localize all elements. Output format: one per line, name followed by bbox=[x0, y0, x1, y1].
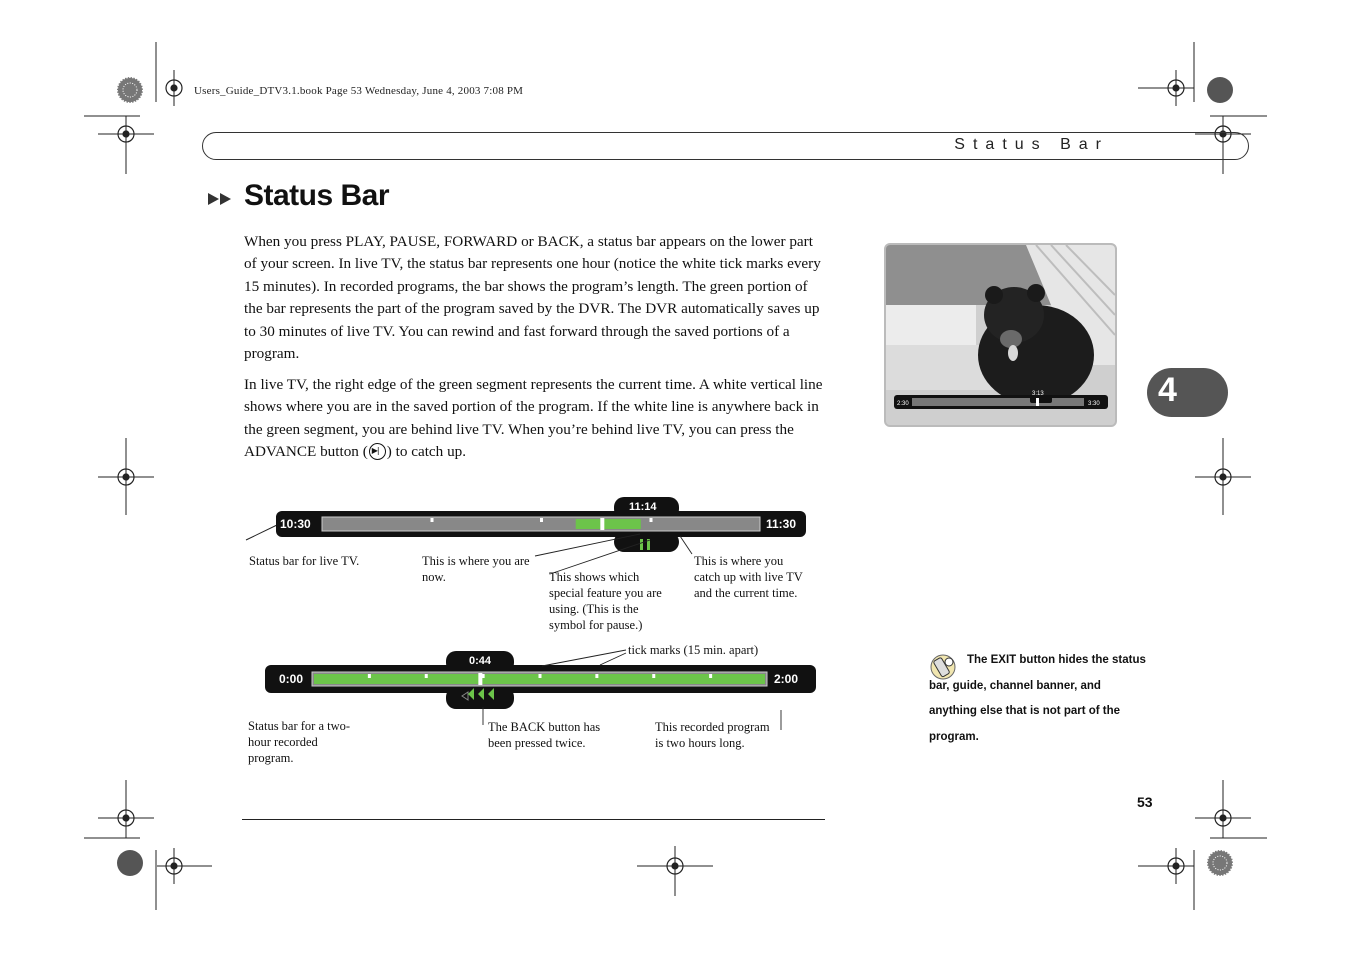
caption-catch-up: This is where you catch up with live TV and the current time. bbox=[694, 554, 803, 600]
fast-forward-icon bbox=[208, 192, 234, 206]
paragraph-live-tv-after: ) to catch up. bbox=[386, 443, 467, 461]
tip-note bbox=[929, 648, 1149, 750]
live-saved-segment bbox=[576, 519, 641, 529]
recorded-end-label: 2:00 bbox=[774, 672, 799, 686]
live-tick-mark bbox=[431, 518, 434, 522]
paragraph-intro: When you press PLAY, PAUSE, FORWARD or BACK, a status bar appears on the lower part of your screen. In live TV, the status bar represents one hour (notice the white tick marks every 15 minutes). In recorded programs, the bar shows the program’s length. The green portion of the bar represents the part of the program saved by the DVR. The DVR automatically saves up to 30 minutes of live TV. You can rewind and fast forward through the saved portions of a program. bbox=[244, 233, 821, 363]
book-slug: Users_Guide_DTV3.1.book Page 53 Wednesday, June 4, 2003 7:08 PM bbox=[194, 85, 524, 97]
live-start-label: 10:30 bbox=[280, 517, 311, 531]
bear-tv-screenshot bbox=[884, 243, 1117, 427]
page-number: 53 bbox=[1137, 794, 1153, 810]
caption-two-hours: This recorded program is two hours long. bbox=[655, 720, 770, 750]
live-tick-mark bbox=[540, 518, 543, 522]
page-title: Status Bar bbox=[244, 179, 390, 212]
paragraph-live-tv bbox=[244, 374, 824, 464]
running-header-title: Status Bar bbox=[954, 136, 1109, 153]
live-end-label: 11:30 bbox=[766, 517, 797, 531]
live-current-time: 11:14 bbox=[629, 501, 657, 513]
caption-live-status: Status bar for live TV. bbox=[249, 554, 360, 568]
photo-bar-start: 2:30 bbox=[897, 401, 909, 407]
caption-recorded-status: Status bar for a two-hour recorded program. bbox=[248, 719, 351, 765]
tip-note-text: The EXIT button hides the status bar, guide, channel banner, and anything else that is not part of the program. bbox=[929, 654, 1146, 743]
caption-where-now: This is where you are now. bbox=[422, 554, 530, 584]
live-position-marker bbox=[600, 518, 604, 530]
live-status-bar bbox=[244, 495, 814, 559]
caption-tick-marks: tick marks (15 min. apart) bbox=[628, 643, 759, 657]
chapter-number: 4 bbox=[1158, 371, 1177, 409]
live-status-leader bbox=[246, 525, 277, 540]
caption-back-pressed: The BACK button has been pressed twice. bbox=[488, 720, 601, 750]
rec-tick-mark bbox=[368, 674, 371, 678]
paragraph-live-tv-before: In live TV, the right edge of the green segment represents the current time. A white vertical line shows where you are in the saved portion of the program. If the white line is anywhere back in the green segment, you are behind live TV. When you’re behind live TV, you can press the ADVANCE button ( bbox=[244, 376, 823, 461]
rec-tick-mark bbox=[425, 674, 428, 678]
footer-rule bbox=[242, 819, 825, 820]
bear-photo-image bbox=[886, 245, 1115, 425]
photo-bar-current: 3:13 bbox=[1032, 391, 1044, 397]
photo-bar-end: 3:30 bbox=[1088, 401, 1100, 407]
recorded-start-label: 0:00 bbox=[279, 672, 304, 686]
caption-special-feature: This shows which special feature you are using. (This is the symbol for pause.) bbox=[549, 570, 662, 632]
recorded-current-time: 0:44 bbox=[469, 655, 492, 667]
live-tick-mark bbox=[650, 518, 653, 522]
advance-button-icon bbox=[369, 443, 386, 460]
